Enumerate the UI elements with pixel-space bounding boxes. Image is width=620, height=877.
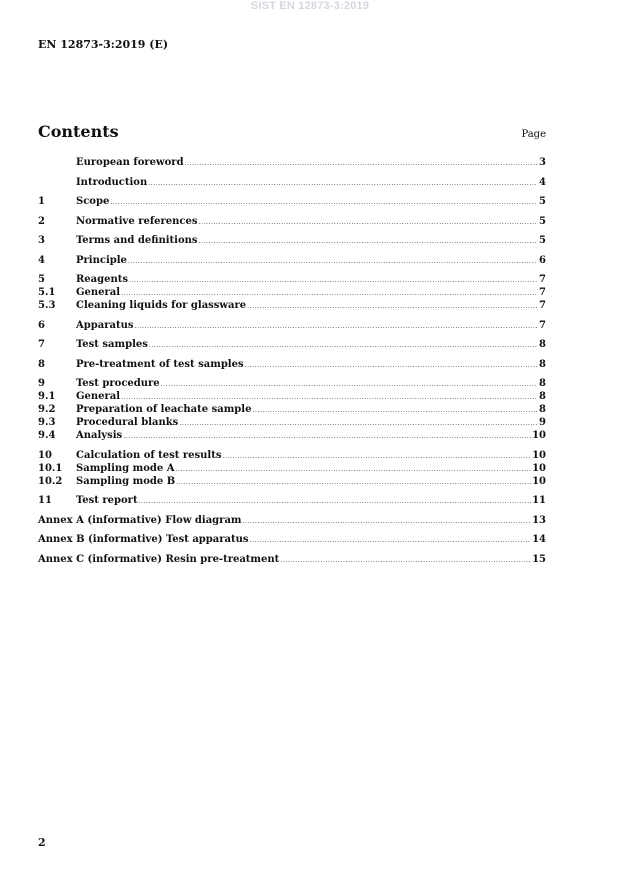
toc-number: 9 bbox=[38, 378, 45, 389]
toc-number: 5.1 bbox=[38, 287, 56, 298]
dot-leader bbox=[123, 430, 531, 443]
toc-page: 11 bbox=[532, 495, 546, 506]
toc-title: European foreword bbox=[76, 157, 184, 168]
toc-entry-principle[interactable] bbox=[38, 254, 546, 267]
toc-number: 10.1 bbox=[38, 462, 63, 474]
toc-number: 8 bbox=[38, 358, 45, 370]
toc-entry-scope[interactable] bbox=[38, 195, 546, 208]
dot-leader bbox=[243, 515, 532, 528]
toc-entry-analysis[interactable] bbox=[38, 429, 546, 442]
toc-number: 2 bbox=[38, 215, 45, 227]
toc-number: 7 bbox=[38, 339, 45, 350]
toc-page: 8 bbox=[539, 339, 546, 350]
toc-title: Analysis bbox=[76, 430, 123, 441]
toc-page: 8 bbox=[539, 358, 546, 370]
toc-entry-terms-and-definitions[interactable] bbox=[38, 234, 546, 247]
toc-entry-calculation[interactable] bbox=[38, 449, 546, 462]
toc-title: Test report bbox=[76, 495, 138, 506]
toc-page: 10 bbox=[532, 449, 546, 461]
dot-leader bbox=[250, 534, 532, 547]
toc-page: 15 bbox=[532, 553, 546, 565]
toc-number: 10.2 bbox=[38, 475, 63, 487]
toc-entry-leachate-sample[interactable] bbox=[38, 403, 546, 416]
dot-leader bbox=[185, 157, 537, 170]
toc-title: Annex A (informative) Flow diagram bbox=[38, 514, 242, 526]
dot-leader bbox=[149, 339, 537, 352]
toc-title: Calculation of test results bbox=[76, 449, 222, 461]
table-of-contents bbox=[38, 156, 546, 566]
toc-title: Sampling mode A bbox=[76, 462, 175, 474]
toc-title: Procedural blanks bbox=[76, 417, 179, 428]
toc-number: 4 bbox=[38, 254, 45, 266]
document-id: EN 12873-3:2019 (E) bbox=[38, 38, 169, 51]
dot-leader bbox=[245, 359, 537, 372]
toc-page: 7 bbox=[539, 287, 546, 298]
toc-title: General bbox=[76, 287, 121, 298]
toc-page: 5 bbox=[539, 215, 546, 227]
dot-leader bbox=[148, 177, 537, 190]
toc-title: Apparatus bbox=[76, 319, 134, 331]
toc-page: 8 bbox=[539, 378, 546, 389]
toc-title: Principle bbox=[76, 254, 127, 266]
toc-number: 11 bbox=[38, 495, 52, 506]
toc-number: 6 bbox=[38, 319, 45, 331]
toc-page: 8 bbox=[539, 391, 546, 402]
toc-entry-test-procedure[interactable] bbox=[38, 377, 546, 390]
dot-leader bbox=[176, 476, 531, 489]
dot-leader bbox=[199, 216, 538, 229]
toc-number: 9.1 bbox=[38, 391, 56, 402]
toc-title: Pre-treatment of test samples bbox=[76, 358, 244, 370]
toc-entry-procedure-general[interactable] bbox=[38, 390, 546, 403]
toc-page: 13 bbox=[532, 514, 546, 526]
toc-title: Annex B (informative) Test apparatus bbox=[38, 534, 249, 545]
toc-title: General bbox=[76, 391, 121, 402]
toc-number: 9.3 bbox=[38, 417, 56, 428]
dot-leader bbox=[135, 320, 538, 333]
toc-number: 1 bbox=[38, 196, 45, 207]
toc-title: Reagents bbox=[76, 274, 129, 285]
toc-page: 5 bbox=[539, 196, 546, 207]
page-column-label: Page bbox=[521, 129, 546, 140]
toc-page: 4 bbox=[539, 176, 546, 188]
toc-page: 14 bbox=[532, 534, 546, 545]
toc-entry-european-foreword[interactable] bbox=[38, 156, 546, 169]
toc-page: 7 bbox=[539, 300, 546, 311]
toc-page: 10 bbox=[532, 475, 546, 487]
dot-leader bbox=[247, 300, 537, 313]
dot-leader bbox=[280, 554, 531, 567]
toc-number: 9.2 bbox=[38, 404, 56, 415]
dot-leader bbox=[179, 417, 537, 430]
contents-title: Contents bbox=[38, 122, 119, 141]
dot-leader bbox=[128, 255, 537, 268]
toc-entry-procedural-blanks[interactable] bbox=[38, 416, 546, 429]
toc-title: Cleaning liquids for glassware bbox=[76, 300, 247, 311]
toc-title: Preparation of leachate sample bbox=[76, 404, 252, 415]
toc-entry-introduction[interactable] bbox=[38, 176, 546, 189]
toc-entry-test-report[interactable] bbox=[38, 494, 546, 507]
toc-title: Sampling mode B bbox=[76, 475, 176, 487]
toc-page: 3 bbox=[539, 157, 546, 168]
toc-title: Normative references bbox=[76, 215, 198, 227]
toc-entry-test-samples[interactable] bbox=[38, 338, 546, 351]
toc-page: 7 bbox=[539, 319, 546, 331]
toc-title: Test samples bbox=[76, 339, 148, 350]
page-number: 2 bbox=[38, 836, 46, 849]
toc-page: 5 bbox=[539, 235, 546, 246]
dot-leader bbox=[129, 274, 537, 287]
toc-entry-annex-c[interactable] bbox=[38, 553, 546, 566]
toc-entry-sampling-mode-b[interactable] bbox=[38, 475, 546, 488]
toc-number: 9.4 bbox=[38, 430, 56, 441]
toc-number: 10 bbox=[38, 449, 52, 461]
dot-leader bbox=[110, 196, 537, 209]
toc-page: 7 bbox=[539, 274, 546, 285]
dot-leader bbox=[175, 463, 531, 476]
toc-entry-reagents[interactable] bbox=[38, 273, 546, 286]
dot-leader bbox=[199, 235, 537, 248]
toc-title: Introduction bbox=[76, 176, 148, 188]
toc-entry-pre-treatment[interactable] bbox=[38, 358, 546, 371]
toc-page: 9 bbox=[539, 417, 546, 428]
toc-number: 5 bbox=[38, 274, 45, 285]
dot-leader bbox=[222, 450, 531, 463]
dot-leader bbox=[139, 495, 532, 508]
toc-entry-sampling-mode-a[interactable] bbox=[38, 462, 546, 475]
toc-entry-normative-references[interactable] bbox=[38, 215, 546, 228]
contents-header bbox=[38, 122, 546, 141]
toc-number: 3 bbox=[38, 235, 45, 246]
toc-page: 6 bbox=[539, 254, 546, 266]
toc-entry-reagents-general[interactable] bbox=[38, 286, 546, 299]
toc-title: Terms and definitions bbox=[76, 235, 198, 246]
dot-leader bbox=[252, 404, 537, 417]
toc-entry-annex-a[interactable] bbox=[38, 514, 546, 527]
toc-page: 10 bbox=[532, 462, 546, 474]
toc-title: Scope bbox=[76, 196, 110, 207]
watermark: SIST EN 12873-3:2019 bbox=[250, 0, 370, 12]
dot-leader bbox=[161, 378, 537, 391]
toc-number: 5.3 bbox=[38, 300, 56, 311]
toc-page: 10 bbox=[532, 430, 546, 441]
toc-title: Test procedure bbox=[76, 378, 160, 389]
toc-title: Annex C (informative) Resin pre-treatment bbox=[38, 553, 280, 565]
toc-page: 8 bbox=[539, 404, 546, 415]
toc-entry-cleaning-liquids[interactable] bbox=[38, 299, 546, 312]
toc-entry-apparatus[interactable] bbox=[38, 319, 546, 332]
toc-entry-annex-b[interactable] bbox=[38, 533, 546, 546]
